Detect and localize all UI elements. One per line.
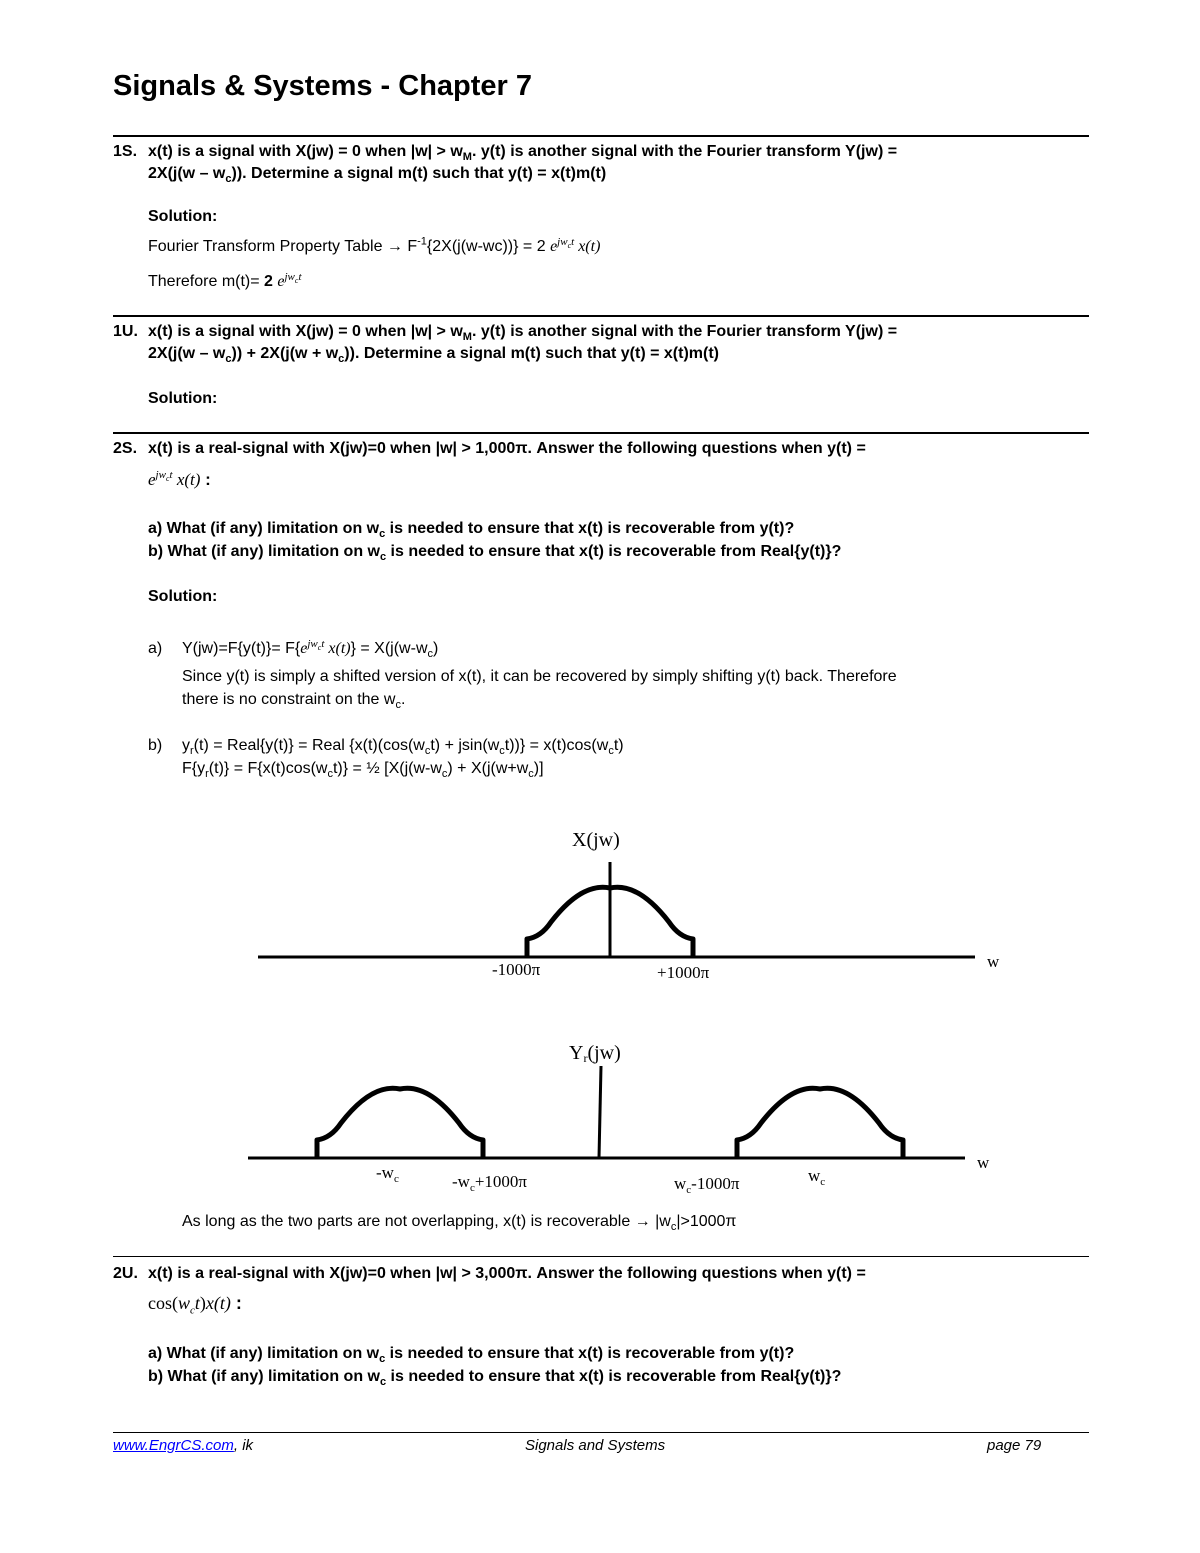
answer-a-text: Since y(t) is simply a shifted version of x(t), it can be recovered by simply shifting y(t) back. Therefore xyxy=(182,668,897,685)
answer-a-label: a) xyxy=(148,640,163,657)
figure1-title: X(jw) xyxy=(572,829,620,851)
solution-line: Fourier Transform Property Table → $F^{-1}\{2X(j(w-wc))\} = 2$ $e^{jw_ct}$ x(t) xyxy=(148,235,601,255)
figure2-vertical-axis xyxy=(599,1066,601,1158)
figure2-tick-wc-minus: $w_c-1000\pi$ xyxy=(674,1174,740,1196)
divider xyxy=(113,1256,1089,1257)
question-2s: 2S. x(t) is a real-signal with X(jw)=0 when |w| > 1,000π. Answer the following questions when y(t) = xyxy=(113,438,1089,460)
question-part-b: b) What (if any) limitation on $w_c$ is needed to ensure that x(t) is recoverable from Real{y(t)}? xyxy=(148,1368,842,1389)
answer-a-text: there is no constraint on the $w_c$. xyxy=(182,691,406,712)
question-number: 1S. xyxy=(113,143,138,160)
solution-line: Therefore m(t)= 2 $e^{jw_ct}$ xyxy=(148,270,302,290)
question-expression: $\cos(w_ct)x(t)$ : xyxy=(148,1293,242,1317)
figure2-tick-wc: $w_c$ xyxy=(808,1166,826,1188)
footer-center: Signals and Systems xyxy=(525,1437,666,1454)
question-expression: $e^{jw_ct}$ x(t) : xyxy=(148,469,211,489)
question-2u: 2U. x(t) is a real-signal with X(jw)=0 when |w| > 3,000π. Answer the following questions when y(t) = xyxy=(113,1263,1089,1285)
page-title: Signals & Systems - Chapter 7 xyxy=(113,70,533,102)
answer-b-line: $y_r(t)$ = Real{y(t)} = Real $\{x(t)(\cos(w_ct) + jsin(w_ct))\} = x(t)\cos(w_ct)$ xyxy=(182,737,624,758)
question-part-a: a) What (if any) limitation on $w_c$ is needed to ensure that x(t) is recoverable from y(t)? xyxy=(148,520,795,541)
figure1-right-tick: +1000π xyxy=(657,963,710,982)
answer-b-label: b) xyxy=(148,737,163,754)
figure2-axis-label: w xyxy=(977,1153,990,1172)
figure2-right-spectrum-curve xyxy=(737,1088,903,1158)
figure-yr-spectrum xyxy=(248,1042,990,1196)
figure2-tick-neg-wc: $-w_c$ xyxy=(376,1163,399,1185)
solution-label: Solution: xyxy=(148,390,218,407)
figure1-axis-label: w xyxy=(987,952,1000,971)
question-part-a: a) What (if any) limitation on $w_c$ is needed to ensure that x(t) is recoverable from y(t)? xyxy=(148,1345,795,1366)
question-number: 2U. xyxy=(113,1265,138,1282)
figure-x-spectrum xyxy=(258,829,1000,982)
footer-left: www.EngrCS.com, ik xyxy=(113,1437,254,1454)
footer-link[interactable]: www.EngrCS.com xyxy=(113,1437,234,1454)
answer-b-line: $F\{y_r(t)\} = F\{x(t)\cos(w_ct)\}$ = ½ [$X(j(w-w_c) + X(j(w+w_c)]$ xyxy=(182,760,544,781)
question-1u: 1U. x(t) is a signal with X(jw) = 0 when $|w| > w_M$. y(t) is another signal with the Fourier transform Y(jw) = $2X(j(w - w_c)) + 2X(j(w + w_c))$. Determine a signal m(t) such that y(t) = x(t)m(t) xyxy=(113,323,898,366)
solution-label: Solution: xyxy=(148,208,218,225)
conclusion-text: As long as the two parts are not overlapping, x(t) is recoverable → $|w_c|>1000\pi$ xyxy=(182,1213,737,1234)
figure1-left-tick: -1000π xyxy=(492,960,541,979)
solution-label: Solution: xyxy=(148,588,218,605)
question-number: 1U. xyxy=(113,323,138,340)
question-1s: 1S. x(t) is a signal with X(jw) = 0 when $|w| > w_M$. y(t) is another signal with the Fourier transform Y(jw) = $2X(j(w - w_c))$. Determine a signal m(t) such that y(t) = x(t)m(t) xyxy=(113,143,898,186)
question-part-b: b) What (if any) limitation on $w_c$ is needed to ensure that x(t) is recoverable from Real{y(t)}? xyxy=(148,543,842,564)
figure2-tick-neg-wc-plus: $-w_c+1000\pi$ xyxy=(452,1172,528,1194)
footer-divider xyxy=(113,1432,1089,1433)
figure2-title: Yr(jw) xyxy=(569,1042,621,1065)
page-number: page 79 xyxy=(987,1437,1042,1454)
figure2-left-spectrum-curve xyxy=(317,1088,483,1158)
question-number: 2S. xyxy=(113,440,138,457)
answer-a-line: $Y(jw)=F\{y(t)\}= F\{e^{jw_ct}$ $x(t)\} = X(j(w-w_c)$ xyxy=(182,637,439,661)
